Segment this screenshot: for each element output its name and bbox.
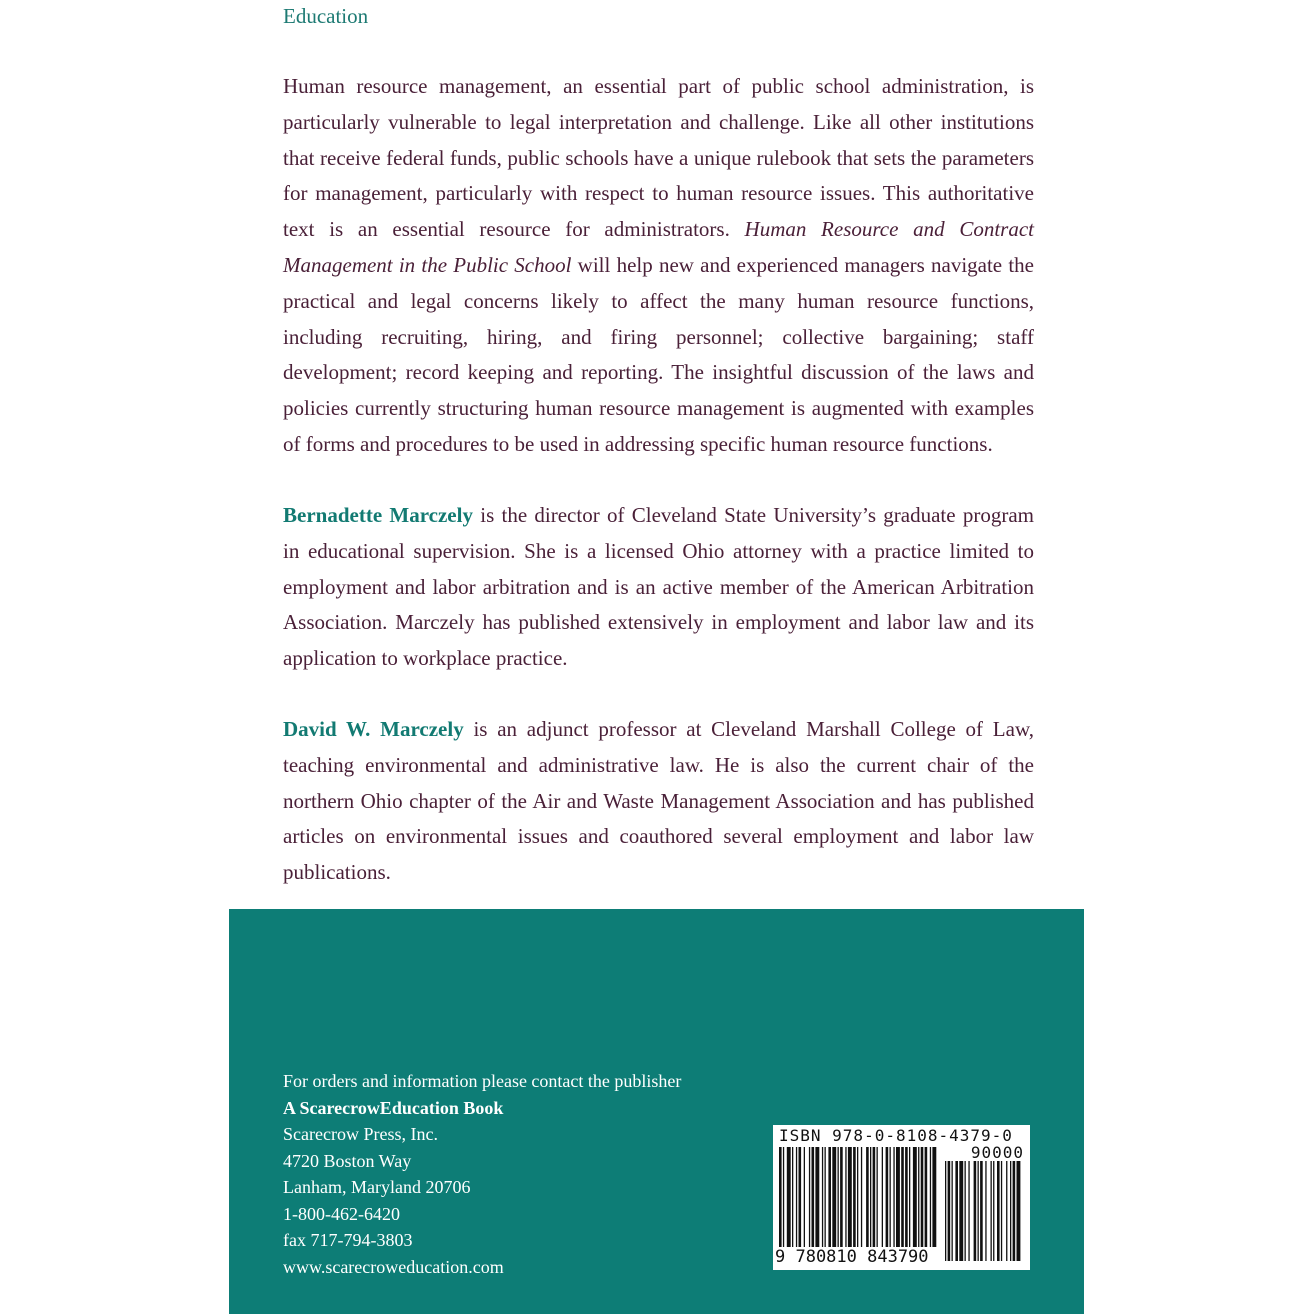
barcode-bar <box>799 1147 802 1247</box>
barcode-bar <box>845 1147 846 1247</box>
addon-bar <box>959 1161 963 1261</box>
addon-bar <box>965 1161 966 1261</box>
barcode-bar <box>913 1147 917 1247</box>
publisher-city: Lanham, Maryland 20706 <box>283 1177 471 1197</box>
description-text-2: will help new and experienced managers navigate the practical and legal concerns likely to affect the many human resource functions, including recruiting, hiring, and firing personnel; collective bargaining; staff development; record keeping and reporting. The insightful discussion of the laws and policies currently structuring human resource management is augmented with examples of forms and procedures to be used in addressing specific human resource functions. <box>283 252 1034 456</box>
barcode-bar <box>866 1147 869 1247</box>
addon-bar <box>980 1161 983 1261</box>
addon-bar <box>978 1161 979 1261</box>
barcode-bar <box>905 1147 908 1247</box>
publisher-website[interactable]: www.scarecroweducation.com <box>283 1256 504 1277</box>
barcode-bar <box>848 1147 852 1247</box>
barcode-bar <box>796 1147 797 1247</box>
addon-bar <box>1001 1161 1002 1261</box>
addon-bar <box>1006 1161 1007 1261</box>
barcode-bar <box>901 1147 904 1247</box>
barcode-bar <box>840 1147 843 1247</box>
publisher-street: 4720 Boston Way <box>283 1150 412 1171</box>
barcode-addon: 90000 <box>970 1143 1024 1162</box>
barcode-bar <box>809 1147 810 1247</box>
addon-bar <box>1010 1161 1011 1261</box>
addon-bar <box>968 1161 969 1261</box>
barcode-bar <box>918 1147 919 1247</box>
addon-bar <box>948 1161 951 1261</box>
addon-bar <box>985 1161 986 1261</box>
contact-intro: For orders and information please contact the publisher <box>283 1071 682 1091</box>
barcode-bar <box>932 1147 936 1247</box>
barcode-bar <box>925 1147 928 1247</box>
author-name-1: Bernadette Marczely <box>283 503 473 527</box>
barcode-digits: 9 780810 843790 <box>775 1247 929 1267</box>
barcode-bar <box>861 1147 862 1247</box>
barcode-bar <box>792 1147 793 1247</box>
author-bio-2 <box>283 712 1034 891</box>
barcode-bars <box>773 1145 1030 1263</box>
addon-bar <box>1017 1161 1021 1261</box>
isbn-text: ISBN 978-0-8108-4379-0 <box>779 1126 1013 1145</box>
barcode-bar <box>812 1147 815 1247</box>
addon-bar <box>955 1161 958 1261</box>
barcode-bar <box>838 1147 839 1247</box>
barcode-bar <box>828 1147 831 1247</box>
barcode-bar <box>815 1147 819 1247</box>
barcode-bar <box>896 1147 900 1247</box>
author-bio-text-2: is an adjunct professor at Cleveland Marshall College of Law, teaching environmental and administrative law. He is also the current chair of the northern Ohio chapter of the Air and Waste Management Association and has published articles on environmental issues and coauthored several employment and labor law publications. <box>283 717 1034 885</box>
addon-bar <box>993 1161 994 1261</box>
author-name-2: David W. Marczely <box>283 717 464 741</box>
description-text-1: Human resource management, an essential part of public school administration, is particularly vulnerable to legal interpretation and challenge. Like all other institutions that receive federal funds, public schools have a unique rulebook that sets the parameters for management, particularly with respect to human resource issues. This authoritative text is an essential resource for administrators. <box>283 74 1034 242</box>
barcode-box <box>773 1125 1030 1270</box>
barcode-bar <box>921 1147 924 1247</box>
author-bio-1 <box>283 498 1034 677</box>
addon-bar <box>997 1161 1000 1261</box>
barcode-bar <box>873 1147 876 1247</box>
barcode-bar <box>804 1147 805 1247</box>
barcode-bar <box>882 1147 883 1247</box>
imprint-line: A ScarecrowEducation Book <box>283 1097 504 1118</box>
addon-bar <box>991 1161 992 1261</box>
barcode-bar <box>893 1147 894 1247</box>
barcode-bar <box>832 1147 836 1247</box>
category-label: Education <box>283 4 369 28</box>
addon-bar <box>945 1161 946 1261</box>
barcode-bar <box>779 1147 782 1247</box>
publisher-contact <box>283 1068 681 1280</box>
book-title: Human Resource and Contract Management in the Public School <box>283 217 1034 277</box>
barcode-bar <box>870 1147 871 1247</box>
publisher-phone: 1-800-462-6420 <box>283 1203 400 1224</box>
author-bio-text-1: is the director of Cleveland State University’s graduate program in educational supervision. She is a licensed Ohio attorney with a practice limited to employment and labor arbitration and is an active member of the American Arbitration Association. Marczely has published extensively in employment and labor law and its application to workplace practice. <box>283 503 1034 671</box>
barcode-bar <box>822 1147 823 1247</box>
barcode-bar <box>825 1147 826 1247</box>
addon-bar <box>974 1161 977 1261</box>
barcode-bar <box>877 1147 878 1247</box>
barcode-bar <box>909 1147 910 1247</box>
publisher-name: Scarecrow Press, Inc. <box>283 1124 438 1144</box>
barcode-bar <box>930 1147 931 1247</box>
addon-bar <box>1013 1161 1016 1261</box>
barcode-bar <box>853 1147 856 1247</box>
barcode-bar <box>787 1147 791 1247</box>
book-description <box>283 69 1034 463</box>
addon-bar <box>952 1161 953 1261</box>
barcode-bar <box>857 1147 858 1247</box>
barcode-bar <box>886 1147 889 1247</box>
barcode-bar <box>890 1147 891 1247</box>
barcode-bar <box>783 1147 784 1247</box>
publisher-fax: fax 717-794-3803 <box>283 1230 413 1250</box>
